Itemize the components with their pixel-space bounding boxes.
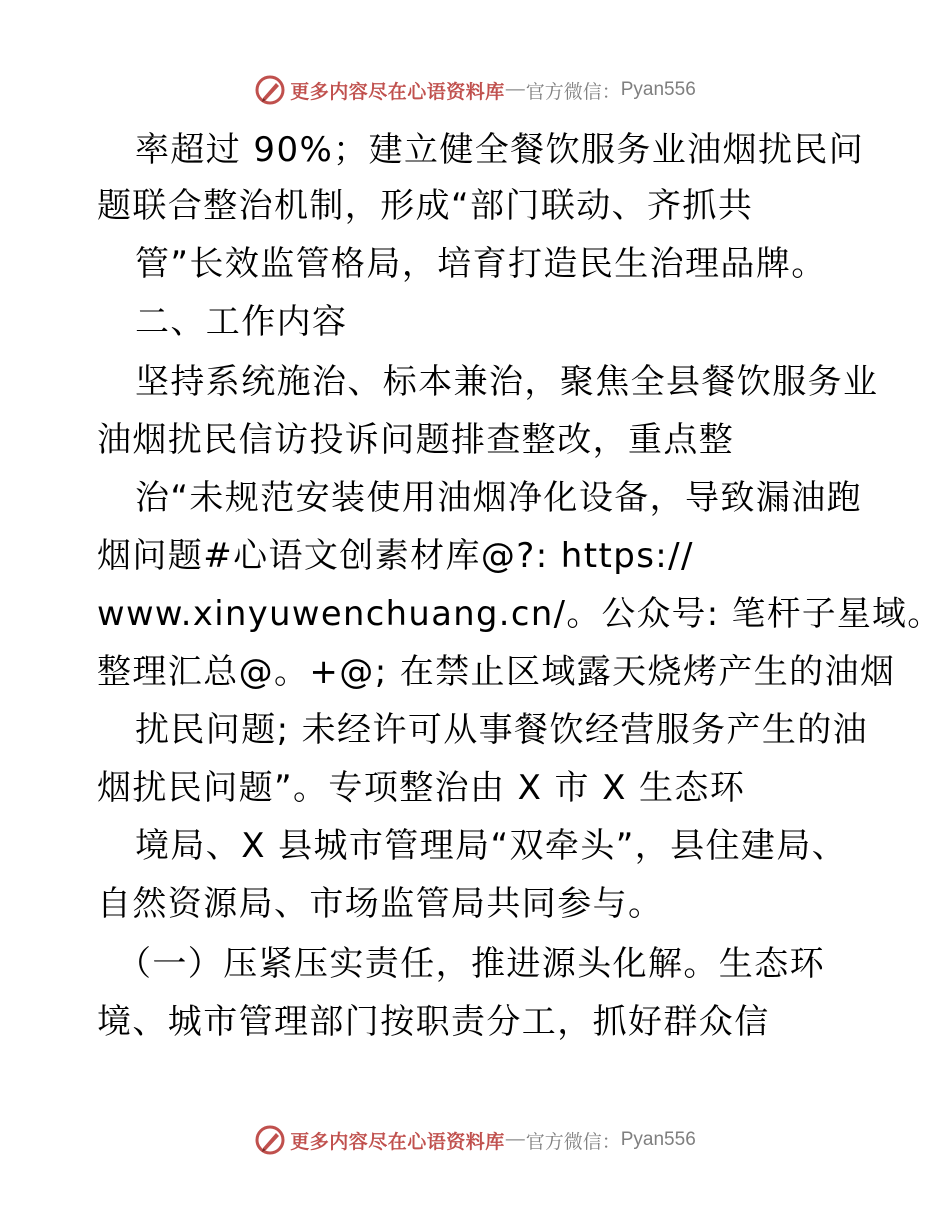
body-line: 烟问题#心语文创素材库@?: https://	[97, 536, 694, 576]
subsection-heading: （一）压紧压实责任，推进源头化解。生态环	[117, 944, 825, 984]
header-watermark	[0, 70, 950, 110]
section-heading: 二、工作内容	[135, 302, 348, 342]
body-line: 坚持系统施治、标本兼治，聚焦全县餐饮服务业	[135, 362, 879, 402]
body-line: 境局、X 县城市管理局“双牵头”，县住建局、	[135, 826, 848, 866]
watermark-dash: —	[505, 1129, 525, 1150]
body-line: 管”长效监管格局，培育打造民生治理品牌。	[135, 244, 827, 284]
body-line: 整理汇总@。+@; 在禁止区域露天烧烤产生的油烟	[97, 652, 896, 692]
watermark-official-label: 官方微信：	[525, 80, 621, 103]
watermark-official-label: 官方微信：	[525, 1130, 621, 1153]
body-line: 题联合整治机制，形成“部门联动、齐抓共	[97, 186, 754, 226]
body-line: 自然资源局、市场监管局共同参与。	[97, 884, 664, 924]
body-line: 烟扰民问题”。专项整治由 X 市 X 生态环	[97, 768, 746, 808]
body-line: 率超过 90%；建立健全餐饮服务业油烟扰民问	[135, 130, 865, 170]
body-line: 扰民问题; 未经许可从事餐饮经营服务产生的油	[135, 710, 869, 750]
watermark-wechat-id: Pyan556	[620, 79, 696, 100]
body-line: 治“未规范安装使用油烟净化设备，导致漏油跑	[135, 478, 863, 518]
watermark-brand-text: 更多内容尽在心语资料库	[290, 1130, 505, 1153]
footer-watermark	[0, 1120, 950, 1160]
pen-circle-logo-icon	[254, 1124, 286, 1156]
pen-circle-logo-icon	[254, 74, 286, 106]
watermark-dash: —	[505, 79, 525, 100]
body-line: 境、城市管理部门按职责分工，抓好群众信	[97, 1002, 770, 1042]
body-line: 油烟扰民信访投诉问题排查整改，重点整	[97, 420, 735, 460]
watermark-wechat-id: Pyan556	[620, 1129, 696, 1150]
body-line: www.xinyuwenchuang.cn/。公众号: 笔杆子星域。	[97, 594, 943, 634]
watermark-brand-text: 更多内容尽在心语资料库	[290, 80, 505, 103]
